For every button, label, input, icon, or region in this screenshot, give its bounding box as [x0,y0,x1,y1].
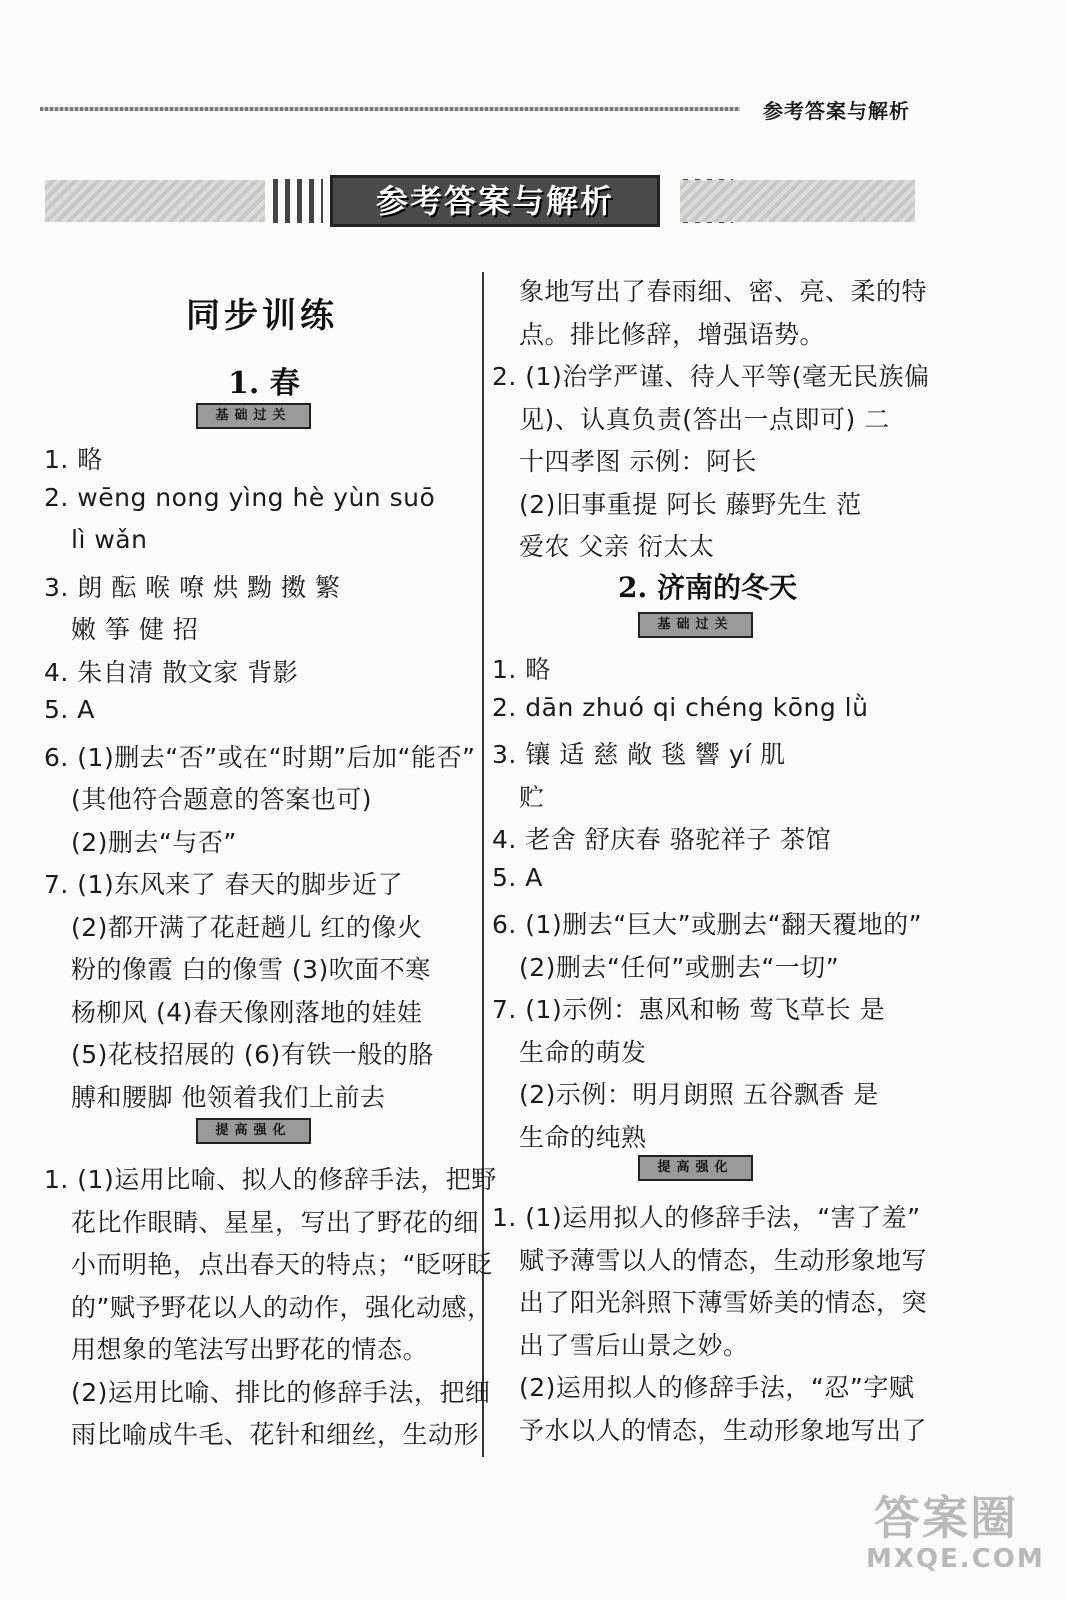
page-header [40,95,930,125]
answer-line: 4. 老舍 舒庆春 骆驼祥子 茶馆 [492,825,832,854]
watermark-logo: 答案圈 [874,1491,1018,1545]
sub-label-basic: 基础过关 [638,612,753,638]
header-title: 参考答案与解析 [763,99,910,123]
answer-line: 6. (1)删去“否”或在“时期”后加“能否” [44,742,476,772]
answer-line: 象地写出了春雨细、密、亮、柔的特 [519,277,928,306]
answer-line: 见)、认真负责(答出一点即可) 二 [519,404,890,434]
lesson-title: 1. 春 [228,366,300,401]
answer-line: 雨比喻成牛毛、花针和细丝，生动形 [71,1420,480,1449]
answer-line: 3. 朗 酝 喉 嘹 烘 黝 擞 繁 [44,572,341,602]
answer-line: 1. (1)运用比喻、拟人的修辞手法，把野 [44,1165,497,1194]
answer-line: (2)删去“任何”或删去“一切” [519,952,840,982]
answer-line: 5. A [44,695,95,724]
sub-label-advanced: 提高强化 [196,1118,311,1144]
banner-stripe-right [680,180,915,222]
answer-line: (2)运用比喻、排比的修辞手法，把细 [71,1377,491,1407]
answer-line: 的”赋予野花以人的动作，强化动感， [71,1292,493,1322]
answer-line: 1. 略 [44,445,103,474]
answer-line: (2)都开满了花赶趟儿 红的像火 [71,912,423,942]
sub-label-basic: 基础过关 [196,403,311,429]
section-banner [45,175,915,227]
answer-line: (2)旧事重提 阿长 藤野先生 范 [519,489,862,519]
banner-bars-left [273,179,323,223]
answer-line: 7. (1)东风来了 春天的脚步近了 [44,870,404,899]
watermark-url: MXQE.COM [866,1544,1045,1574]
answer-line: (2)示例：明月朗照 五谷飘香 是 [519,1080,879,1109]
answer-line: 生命的纯熟 [519,1122,647,1152]
banner-stripe-left [45,180,265,222]
answer-line: lì wǎn [71,525,148,554]
page-heading: 同步训练 [186,296,338,336]
answer-line: 膊和腰脚 他领着我们上前去 [71,1082,386,1112]
answer-line: (2)删去“与否” [71,827,237,857]
answer-line: 1. 略 [492,655,551,684]
answer-line: 生命的萌发 [519,1037,647,1067]
answer-line: 嫩 筝 健 招 [71,615,199,644]
answer-line: 3. 镶 适 慈 敞 毯 響 yí 肌 [492,740,786,769]
answer-line: 4. 朱自清 散文家 背影 [44,657,299,687]
answer-line: 予水以人的情态，生动形象地写出了 [519,1415,928,1445]
answer-line: 粉的像霞 白的像雪 (3)吹面不寒 [71,955,431,984]
answer-line: 爱农 父亲 衍太太 [519,532,715,561]
banner-title: 参考答案与解析 [330,175,660,227]
answer-line: 1. (1)运用拟人的修辞手法，“害了羞” [492,1203,921,1232]
answer-line: (5)花枝招展的 (6)有铁一般的胳 [71,1040,434,1069]
answer-line: 赋予薄雪以人的情态，生动形象地写 [519,1245,928,1275]
lesson-title: 2. 济南的冬天 [618,571,797,604]
answer-line: 用想象的笔法写出野花的情态。 [71,1335,429,1364]
answer-line: 7. (1)示例：惠风和畅 莺飞草长 是 [492,995,886,1024]
answer-line: (2)运用拟人的修辞手法，“忍”字赋 [519,1373,915,1402]
answer-line: 小而明艳，点出春天的特点；“眨呀眨 [71,1250,493,1279]
answer-line: 花比作眼睛、星星，写出了野花的细 [71,1207,480,1237]
answer-line: 出了阳光斜照下薄雪娇美的情态，突 [519,1288,928,1317]
answer-line: 十四孝图 示例：阿长 [519,447,757,476]
answer-line: 5. A [492,862,543,892]
answer-line: 2. wēng nong yìng hè yùn suō [44,482,436,512]
answer-line: (其他符合题意的答案也可) [71,785,373,814]
answer-line: 点。排比修辞，增强语势。 [519,319,826,349]
header-rule [40,107,740,111]
answer-line: 2. dān zhuó qi chéng kōng lǜ [492,692,869,722]
watermark [866,1491,1045,1582]
answer-line: 6. (1)删去“巨大”或删去“翻天覆地的” [492,910,923,939]
answer-line: 贮 [519,782,545,812]
answer-line: 2. (1)治学严谨、待人平等(毫无民族偏 [492,362,930,391]
answer-line: 出了雪后山景之妙。 [519,1330,749,1360]
answer-line: 杨柳风 (4)春天像刚落地的娃娃 [71,997,423,1027]
sub-label-advanced: 提高强化 [638,1155,753,1181]
